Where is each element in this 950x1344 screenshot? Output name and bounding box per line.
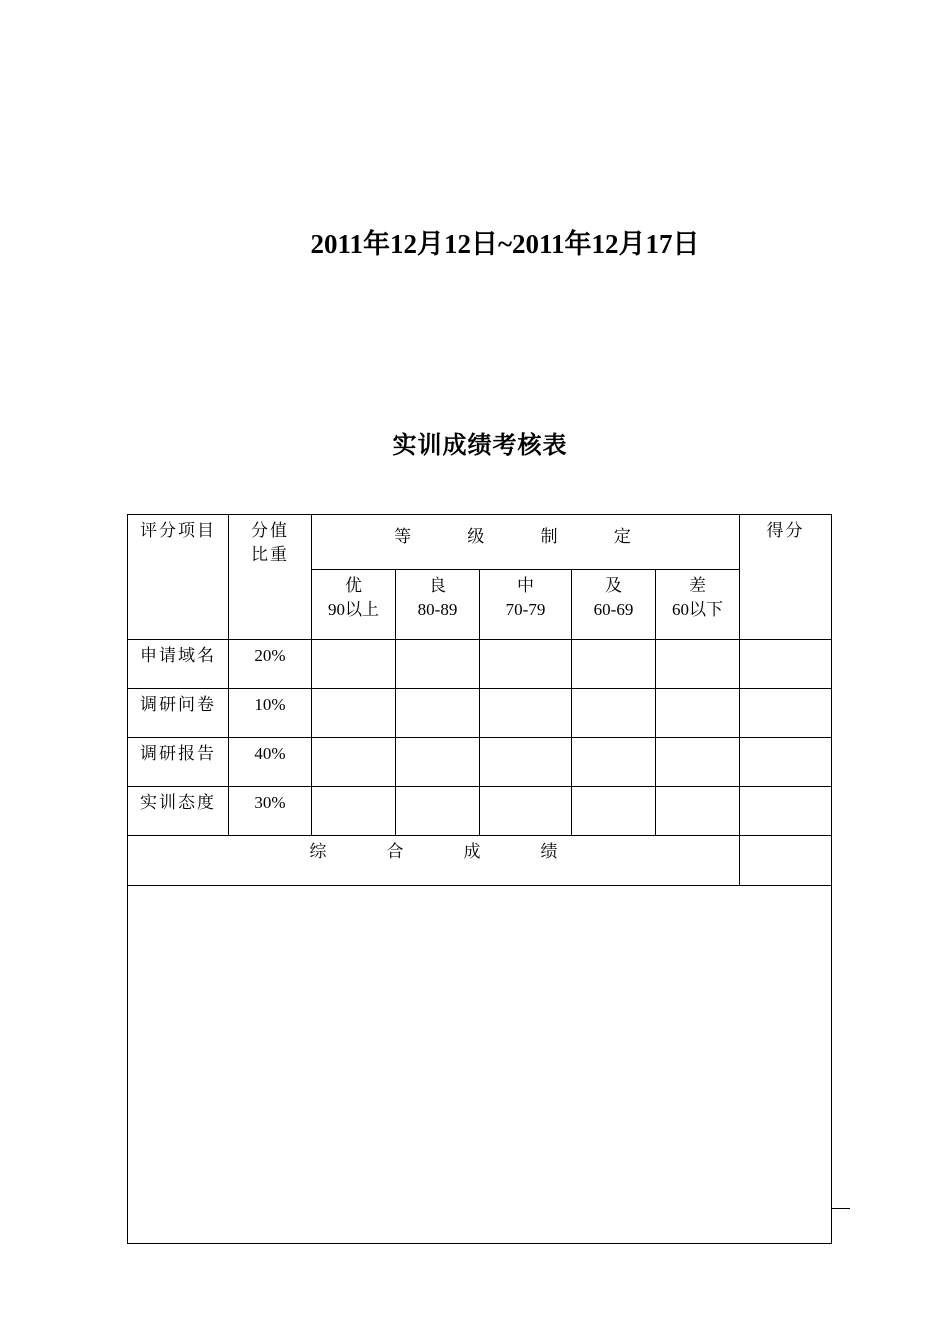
score-cell[interactable] [740, 738, 832, 787]
header-weight [229, 515, 312, 640]
total-label: 综 合 成 绩 [128, 836, 740, 886]
level-medium: 中 70-79 [480, 570, 572, 640]
table-row [128, 738, 832, 787]
table-row [128, 689, 832, 738]
date-range: 2011年12月12日~2011年12月17日 [310, 229, 700, 259]
grade-cell[interactable] [480, 689, 572, 738]
divider [831, 1208, 850, 1209]
row-item: 申请域名 [128, 640, 229, 689]
remarks-area[interactable] [128, 886, 832, 1244]
grade-cell[interactable] [396, 640, 480, 689]
grade-cell[interactable] [656, 689, 740, 738]
grade-cell[interactable] [656, 640, 740, 689]
grade-cell[interactable] [572, 689, 656, 738]
grade-cell[interactable] [572, 738, 656, 787]
table-row [128, 787, 832, 836]
grade-cell[interactable] [396, 787, 480, 836]
grade-cell[interactable] [396, 738, 480, 787]
header-grading: 等 级 制 定 [312, 515, 740, 570]
row-weight: 20% [229, 640, 312, 689]
grade-cell[interactable] [572, 787, 656, 836]
level-poor: 差 60以下 [656, 570, 740, 640]
form-title: 实训成绩考核表 [392, 433, 568, 459]
grade-cell[interactable] [396, 689, 480, 738]
row-weight: 40% [229, 738, 312, 787]
grade-cell[interactable] [312, 640, 396, 689]
grade-table [127, 514, 832, 1244]
score-cell[interactable] [740, 689, 832, 738]
row-item: 调研报告 [128, 738, 229, 787]
grade-cell[interactable] [656, 738, 740, 787]
header-item: 评分项目 [128, 515, 229, 640]
score-cell[interactable] [740, 640, 832, 689]
level-excellent: 优 90以上 [312, 570, 396, 640]
level-good: 良 80-89 [396, 570, 480, 640]
grade-cell[interactable] [572, 640, 656, 689]
score-cell[interactable] [740, 787, 832, 836]
grade-cell[interactable] [312, 738, 396, 787]
row-item: 调研问卷 [128, 689, 229, 738]
header-score: 得分 [740, 515, 832, 640]
grade-cell[interactable] [480, 787, 572, 836]
row-item: 实训态度 [128, 787, 229, 836]
row-weight: 30% [229, 787, 312, 836]
grade-cell[interactable] [656, 787, 740, 836]
row-weight: 10% [229, 689, 312, 738]
level-pass: 及 60-69 [572, 570, 656, 640]
table-row [128, 640, 832, 689]
total-row [128, 836, 832, 886]
grade-cell[interactable] [480, 640, 572, 689]
header-weight-text: 分值比重 [251, 521, 289, 564]
grade-cell[interactable] [312, 689, 396, 738]
total-score-cell[interactable] [740, 836, 832, 886]
grade-cell[interactable] [480, 738, 572, 787]
grade-cell[interactable] [312, 787, 396, 836]
